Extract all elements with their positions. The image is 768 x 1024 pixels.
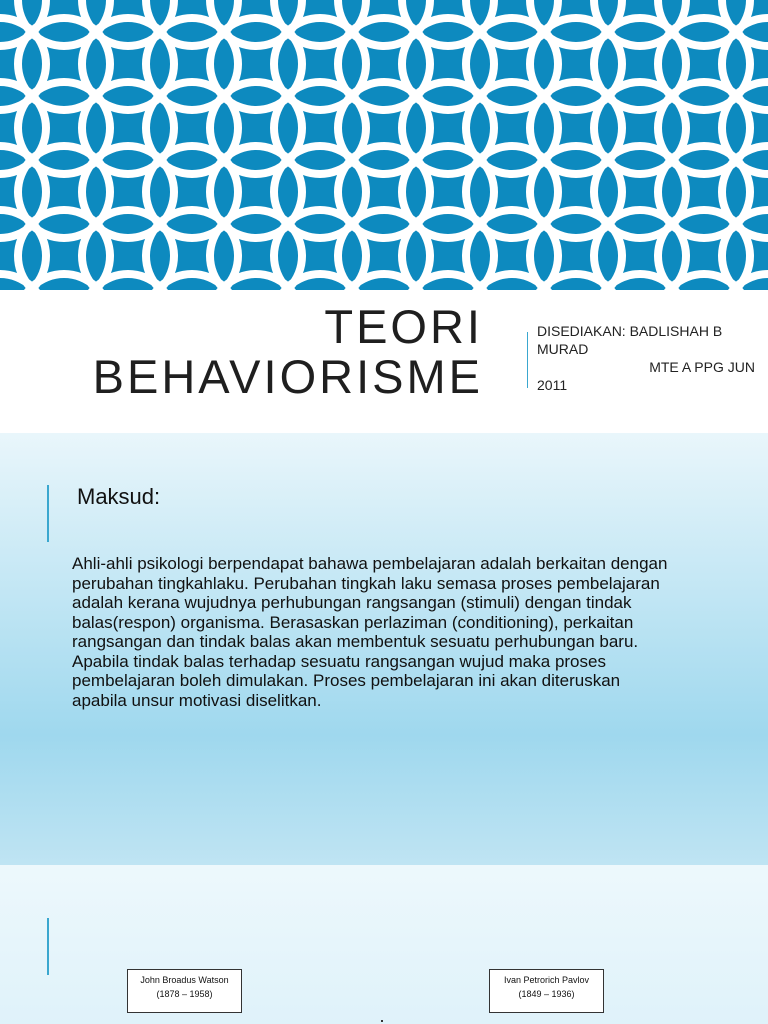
slide-body-text: Ahli-ahli psikologi berpendapat bahawa pembelajaran adalah berkaitan dengan perubahan tingkahlaku. Perubahan tingkah laku semasa proses pembelajaran adalah kerana wujudnya perhubungan rangsangan (stimuli) dengan tindak balas(respon) organisma. Berasaskan perlaziman (conditioning), perkaitan rangsangan dan tindak balas akan membentuk sesuatu perhubungan baru. Apabila tindak balas terhadap sesuatu rangsangan wujud maka proses pembelajaran boleh dimulakan. Proses pembelajaran ini akan diteruskan apabila unsur motivasi diselitkan.	[72, 554, 668, 710]
title-divider	[527, 332, 528, 388]
name-box-watson-years: (1878 – 1958)	[156, 989, 213, 999]
author-line-2: MTE A PPG JUN	[649, 359, 755, 375]
pattern-ring	[18, 0, 110, 46]
pattern-ring	[722, 82, 768, 174]
pattern-ring	[0, 82, 46, 174]
pattern-ring	[210, 0, 302, 46]
stray-dot	[381, 1020, 383, 1022]
pattern-ring	[338, 0, 430, 46]
pattern-ring	[594, 0, 686, 46]
pattern-ring	[0, 146, 46, 238]
name-box-watson-name: John Broadus Watson	[140, 975, 229, 985]
name-box-watson	[127, 969, 242, 1013]
pattern-ring	[402, 0, 494, 46]
pattern-ring	[466, 0, 558, 46]
decorative-circle-pattern	[0, 0, 768, 290]
name-box-pavlov	[489, 969, 604, 1013]
pattern-ring	[274, 0, 366, 46]
name-box-pavlov-name: Ivan Petrorich Pavlov	[503, 975, 590, 985]
slide-tokoh	[0, 865, 768, 1024]
pattern-ring	[722, 18, 768, 110]
pattern-ring	[146, 0, 238, 46]
title-line-2: BEHAVIORISME	[92, 350, 483, 403]
heading-accent-bar-2	[47, 918, 49, 975]
author-line-1: DISEDIAKAN: BADLISHAH B MURAD	[537, 323, 723, 357]
pattern-ring	[530, 0, 622, 46]
slide-heading: Maksud:	[77, 484, 161, 509]
author-block	[537, 322, 759, 394]
pattern-ring	[658, 0, 750, 46]
author-line-3: 2011	[537, 377, 568, 393]
pattern-ring	[0, 18, 46, 110]
pattern-ring	[722, 146, 768, 238]
title-line-1: TEORI	[324, 300, 483, 353]
name-box-pavlov-years: (1849 – 1936)	[518, 989, 575, 999]
slide-title	[93, 302, 483, 402]
pattern-ring	[82, 0, 174, 46]
heading-accent-bar	[47, 485, 49, 542]
